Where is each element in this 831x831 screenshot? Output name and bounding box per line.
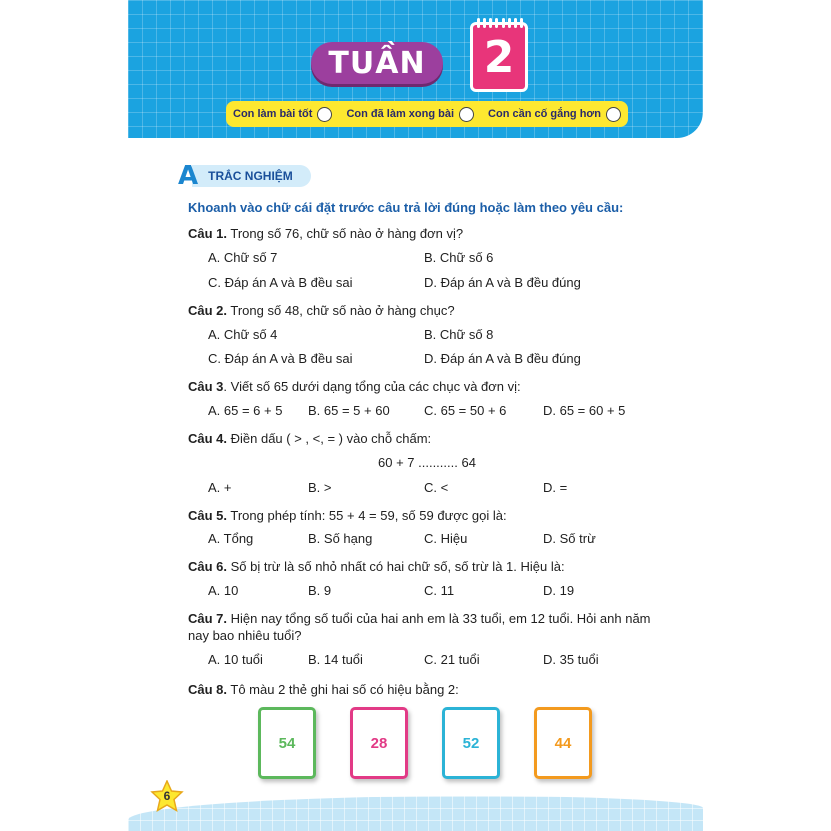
question-7 <box>188 610 668 644</box>
number-card[interactable] <box>442 707 500 779</box>
question-text: Trong số 76, chữ số nào ở hàng đơn vị? <box>227 226 464 241</box>
option-a[interactable]: A. Chữ số 4 <box>208 327 278 342</box>
question-4 <box>188 430 668 447</box>
evaluation-label: Con làm bài tốt <box>233 108 313 120</box>
number-card[interactable] <box>258 707 316 779</box>
question-number: Câu 7. <box>188 611 228 626</box>
question-number: Câu 3 <box>188 379 224 394</box>
option-a[interactable]: A. Tổng <box>208 531 254 546</box>
section-heading <box>178 163 311 189</box>
page-number: 6 <box>163 789 171 803</box>
option-d[interactable]: D. Số trừ <box>543 531 596 546</box>
option-c[interactable]: C. Đáp án A và B đều sai <box>208 351 353 366</box>
page-footer <box>128 796 703 831</box>
question-text: . Viết số 65 dưới dạng tổng của các chục và đơn vị: <box>223 379 521 394</box>
question-1 <box>188 225 668 242</box>
question-text: Điền dấu ( > , <, = ) vào chỗ chấm: <box>227 431 432 446</box>
question-8 <box>188 681 668 698</box>
page-header <box>128 0 703 138</box>
option-c[interactable]: C. 21 tuổi <box>424 652 480 667</box>
question-number: Câu 2. <box>188 303 228 318</box>
option-b[interactable]: B. > <box>308 480 332 495</box>
question-number: Câu 5. <box>188 508 228 523</box>
card-value: 28 <box>370 734 388 752</box>
question-number: Câu 6. <box>188 559 228 574</box>
week-number-card <box>470 22 528 92</box>
question-text: Hiện nay tổng số tuổi của hai anh em là 33 tuổi, em 12 tuổi. Hỏi anh năm nay bao nhiêu tuổi? <box>188 611 651 643</box>
card-value: 54 <box>278 734 296 752</box>
option-d[interactable]: D. 65 = 60 + 5 <box>543 403 626 418</box>
option-d[interactable]: D. Đáp án A và B đều đúng <box>424 275 581 290</box>
option-d[interactable]: D. Đáp án A và B đều đúng <box>424 351 581 366</box>
question-text: Tô màu 2 thẻ ghi hai số có hiệu bằng 2: <box>227 682 459 697</box>
option-b[interactable]: B. 9 <box>308 583 332 598</box>
question-text: Số bị trừ là số nhỏ nhất có hai chữ số, số trừ là 1. Hiệu là: <box>227 559 565 574</box>
question-text: Trong số 48, chữ số nào ở hàng chục? <box>227 303 455 318</box>
evaluation-option-good[interactable] <box>233 107 332 122</box>
option-b[interactable]: B. 14 tuổi <box>308 652 363 667</box>
option-b[interactable]: B. Chữ số 6 <box>424 250 494 265</box>
evaluation-checkbox[interactable] <box>459 107 474 122</box>
instruction-text: Khoanh vào chữ cái đặt trước câu trả lời đúng hoặc làm theo yêu cầu: <box>188 200 624 215</box>
option-d[interactable]: D. 19 <box>543 583 575 598</box>
number-card[interactable] <box>350 707 408 779</box>
option-c[interactable]: C. Đáp án A và B đều sai <box>208 275 353 290</box>
card-value: 44 <box>554 734 572 752</box>
option-a[interactable]: A. 10 tuổi <box>208 652 263 667</box>
evaluation-checkbox[interactable] <box>606 107 621 122</box>
evaluation-label: Con cần cố gắng hơn <box>488 108 601 120</box>
option-c[interactable]: C. < <box>424 480 449 495</box>
question-3 <box>188 378 668 395</box>
option-a[interactable]: A. + <box>208 480 232 495</box>
option-c[interactable]: C. 11 <box>424 583 455 598</box>
option-b[interactable]: B. Số hạng <box>308 531 373 546</box>
evaluation-option-done[interactable] <box>346 107 474 122</box>
option-b[interactable]: B. 65 = 5 + 60 <box>308 403 390 418</box>
option-d[interactable]: D. = <box>543 480 568 495</box>
option-d[interactable]: D. 35 tuổi <box>543 652 599 667</box>
section-title: TRẮC NGHIỆM <box>192 165 311 187</box>
evaluation-checkbox[interactable] <box>317 107 332 122</box>
spiral-binding-icon <box>477 18 523 28</box>
question-number: Câu 1. <box>188 226 228 241</box>
question-number: Câu 4. <box>188 431 228 446</box>
week-number: 2 <box>483 31 515 83</box>
option-c[interactable]: C. 65 = 50 + 6 <box>424 403 507 418</box>
section-letter: A <box>178 161 199 191</box>
option-a[interactable]: A. 10 <box>208 583 239 598</box>
comparison-expression: 60 + 7 ........... 64 <box>378 455 476 470</box>
card-value: 52 <box>462 734 480 752</box>
question-number: Câu 8. <box>188 682 228 697</box>
evaluation-option-try-harder[interactable] <box>488 107 621 122</box>
question-text: Trong phép tính: 55 + 4 = 59, số 59 được gọi là: <box>227 508 507 523</box>
question-6 <box>188 558 668 575</box>
number-card[interactable] <box>534 707 592 779</box>
option-c[interactable]: C. Hiệu <box>424 531 468 546</box>
week-label: TUẦN <box>311 42 443 84</box>
worksheet-page <box>128 0 703 831</box>
evaluation-label: Con đã làm xong bài <box>346 108 455 120</box>
option-b[interactable]: B. Chữ số 8 <box>424 327 494 342</box>
question-5 <box>188 507 668 524</box>
option-a[interactable]: A. 65 = 6 + 5 <box>208 403 283 418</box>
self-evaluation-bar <box>226 101 628 127</box>
question-2 <box>188 302 668 319</box>
option-a[interactable]: A. Chữ số 7 <box>208 250 278 265</box>
